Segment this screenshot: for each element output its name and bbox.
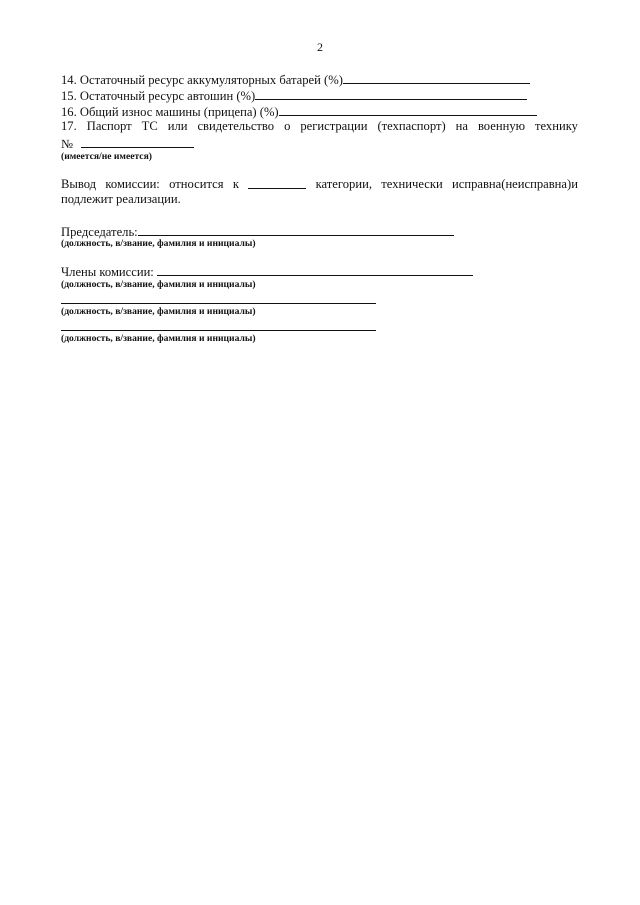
conclusion-row-1 (61, 177, 578, 192)
item-17-word: о (284, 119, 291, 133)
chairman-hint: (должность, в/звание, фамилия и инициалы) (61, 238, 256, 249)
item-17-word: регистрации (300, 119, 368, 133)
conclusion-word: Вывод (61, 177, 97, 191)
item-14-label: 14. Остаточный ресурс аккумуляторных батарей (%) (61, 73, 343, 87)
chairman-label: Председатель: (61, 225, 138, 239)
member-1-hint: (должность, в/звание, фамилия и инициалы) (61, 279, 256, 290)
item-17-number-row (61, 136, 194, 152)
item-17-number-blank[interactable] (81, 136, 194, 148)
page-number: 2 (317, 40, 323, 54)
category-blank[interactable] (248, 177, 306, 189)
item-16-blank[interactable] (279, 104, 537, 116)
item-17-word: ТС (141, 119, 158, 133)
item-15-blank[interactable] (255, 88, 527, 100)
conclusion-word: к (232, 177, 239, 191)
item-16-label: 16. Общий износ машины (прицепа) (%) (61, 105, 279, 119)
conclusion-word: категории, (315, 177, 372, 191)
members-row (61, 264, 473, 280)
item-17-word: технику (535, 119, 578, 133)
item-14-row (61, 72, 530, 88)
item-17-word: свидетельство (197, 119, 275, 133)
item-17-row (61, 119, 578, 134)
item-16-row (61, 104, 537, 120)
item-17-word: Паспорт (86, 119, 132, 133)
chairman-blank[interactable] (138, 224, 454, 236)
member-2-hint: (должность, в/звание, фамилия и инициалы) (61, 306, 256, 317)
members-label: Члены комиссии: (61, 265, 154, 279)
member-1-blank[interactable] (157, 264, 473, 276)
member-3-hint: (должность, в/звание, фамилия и инициалы) (61, 333, 256, 344)
conclusion-row-2: подлежит реализации. (61, 192, 181, 206)
conclusion-word: относится (169, 177, 224, 191)
item-17-word: (техпаспорт) (377, 119, 446, 133)
item-17-word: на (455, 119, 468, 133)
item-17-word: или (167, 119, 188, 133)
conclusion-word: исправна(неисправна)и (452, 177, 578, 191)
item-17-word: военную (477, 119, 526, 133)
item-15-label: 15. Остаточный ресурс автошин (%) (61, 89, 256, 103)
item-14-blank[interactable] (343, 72, 530, 84)
member-3-blank[interactable] (61, 330, 376, 331)
item-15-row (61, 88, 527, 104)
conclusion-word: технически (381, 177, 443, 191)
conclusion-word: комиссии: (105, 177, 160, 191)
member-2-blank[interactable] (61, 303, 376, 304)
item-17-word: 17. (61, 119, 77, 133)
item-17-hint: (имеется/не имеется) (61, 151, 152, 162)
number-sign: № (61, 137, 74, 151)
